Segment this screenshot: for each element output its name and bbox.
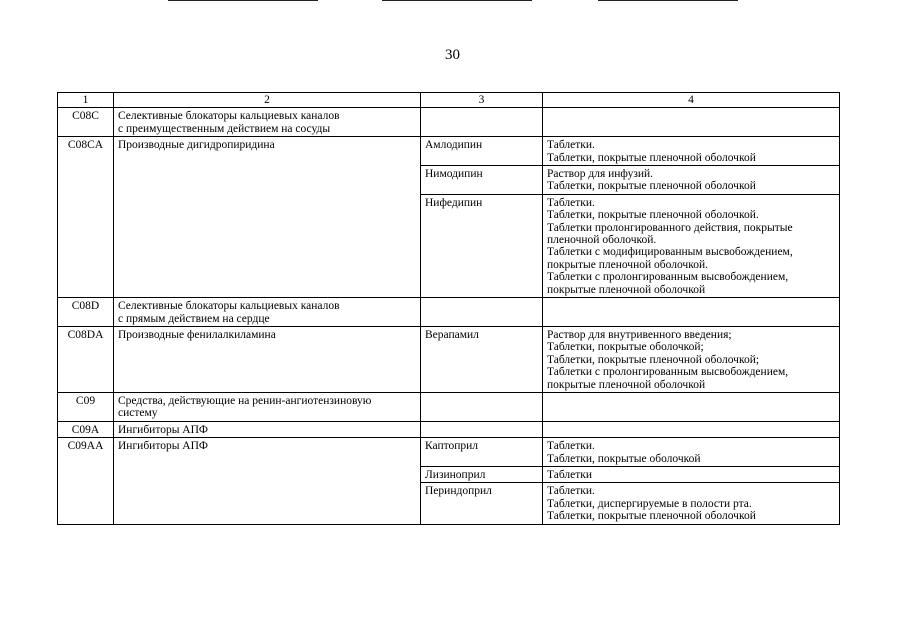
group-name-cell [114,421,421,437]
atc-code-cell: C08CA [58,137,114,298]
column-header: 4 [543,93,840,108]
table-row [58,392,840,421]
table-row [58,137,840,166]
dosage-forms-cell [543,326,840,392]
drug-name-cell: Периндоприл [421,483,543,524]
table-row [58,326,840,392]
drug-name-cell: Лизиноприл [421,466,543,482]
dosage-form-line: Таблетки, покрытые пленочной оболочкой [547,180,756,193]
dosage-form-line: Таблетки с модифицированным высвобождением, [547,246,793,259]
dosage-forms-cell [543,298,840,327]
group-name-cell [114,137,421,298]
dosage-forms-cell [543,438,840,467]
dosage-forms-cell [543,194,840,297]
group-name-cell [114,298,421,327]
drug-classification-table [57,92,840,525]
drug-name-cell: Нимодипин [421,166,543,195]
column-header: 1 [58,93,114,108]
group-name-line: с прямым действием на сердце [118,312,270,325]
atc-code-cell: C08C [58,108,114,137]
dosage-form-line: Таблетки, покрытые пленочной оболочкой [547,510,756,523]
drug-name-cell: Верапамил [421,326,543,392]
dosage-forms-cell [543,166,840,195]
group-name-line: Производные дигидропиридина [118,139,275,152]
group-name-cell [114,392,421,421]
dosage-forms-cell [543,466,840,482]
dosage-forms-cell [543,483,840,524]
table-body [58,93,840,525]
drug-name-cell: Нифедипин [421,194,543,297]
dosage-form-line: Таблетки, покрытые оболочкой; [547,341,704,354]
scan-line-top-right [598,0,738,1]
table-row [58,108,840,137]
group-name-cell [114,326,421,392]
page-number: 30 [445,47,460,63]
column-header: 3 [421,93,543,108]
dosage-form-line: Таблетки. [547,485,595,498]
dosage-form-line: Таблетки, покрытые пленочной оболочкой. [547,209,759,222]
table-row [58,438,840,467]
group-name-line: Ингибиторы АПФ [118,440,209,453]
dosage-form-line: Таблетки, покрытые оболочкой [547,452,701,465]
drug-name-cell [421,298,543,327]
atc-code-cell: C09 [58,392,114,421]
group-name-cell [114,108,421,137]
dosage-form-line: Таблетки, покрытые пленочной оболочкой [547,151,756,164]
drug-name-cell: Каптоприл [421,438,543,467]
dosage-form-line: пленочной оболочкой. [547,234,657,247]
group-name-line: Средства, действующие на ренин-ангиотензиновую [118,394,372,407]
group-name-line: Селективные блокаторы кальциевых каналов [118,300,340,313]
dosage-form-line: покрытые пленочной оболочкой [547,378,706,391]
dosage-form-line: Таблетки [547,468,593,481]
scan-line-top-left [168,0,318,1]
dosage-form-line: Таблетки пролонгированного действия, покрытые [547,221,793,234]
dosage-forms-cell [543,421,840,437]
dosage-form-line: Раствор для инфузий. [547,168,654,181]
dosage-form-line: Таблетки, диспергируемые в полости рта. [547,497,752,510]
dosage-forms-cell [543,108,840,137]
dosage-form-line: Таблетки, покрытые пленочной оболочкой; [547,353,760,366]
group-name-line: систему [118,407,158,420]
atc-code-cell: C09AA [58,438,114,524]
group-name-line: Ингибиторы АПФ [118,423,209,436]
column-header-row [58,93,840,108]
dosage-forms-cell [543,392,840,421]
group-name-line: Селективные блокаторы кальциевых каналов [118,110,340,123]
dosage-form-line: Таблетки с пролонгированным высвобождением, [547,271,789,284]
scan-line-top-mid [382,0,532,1]
dosage-form-line: Таблетки с пролонгированным высвобождением, [547,366,789,379]
dosage-form-line: покрытые пленочной оболочкой. [547,258,708,271]
table-row [58,421,840,437]
dosage-form-line: Раствор для внутривенного введения; [547,328,732,341]
dosage-form-line: покрытые пленочной оболочкой [547,283,706,296]
drug-name-cell: Амлодипин [421,137,543,166]
drug-name-cell [421,392,543,421]
atc-code-cell: C08D [58,298,114,327]
atc-code-cell: C09A [58,421,114,437]
drug-name-cell [421,421,543,437]
dosage-form-line: Таблетки. [547,139,595,152]
drug-name-cell [421,108,543,137]
group-name-cell [114,438,421,524]
group-name-line: с преимущественным действием на сосуды [118,122,331,135]
dosage-forms-cell [543,137,840,166]
column-header: 2 [114,93,421,108]
atc-code-cell: C08DA [58,326,114,392]
dosage-form-line: Таблетки. [547,440,595,453]
table-row [58,298,840,327]
group-name-line: Производные фенилалкиламина [118,328,276,341]
dosage-form-line: Таблетки. [547,196,595,209]
